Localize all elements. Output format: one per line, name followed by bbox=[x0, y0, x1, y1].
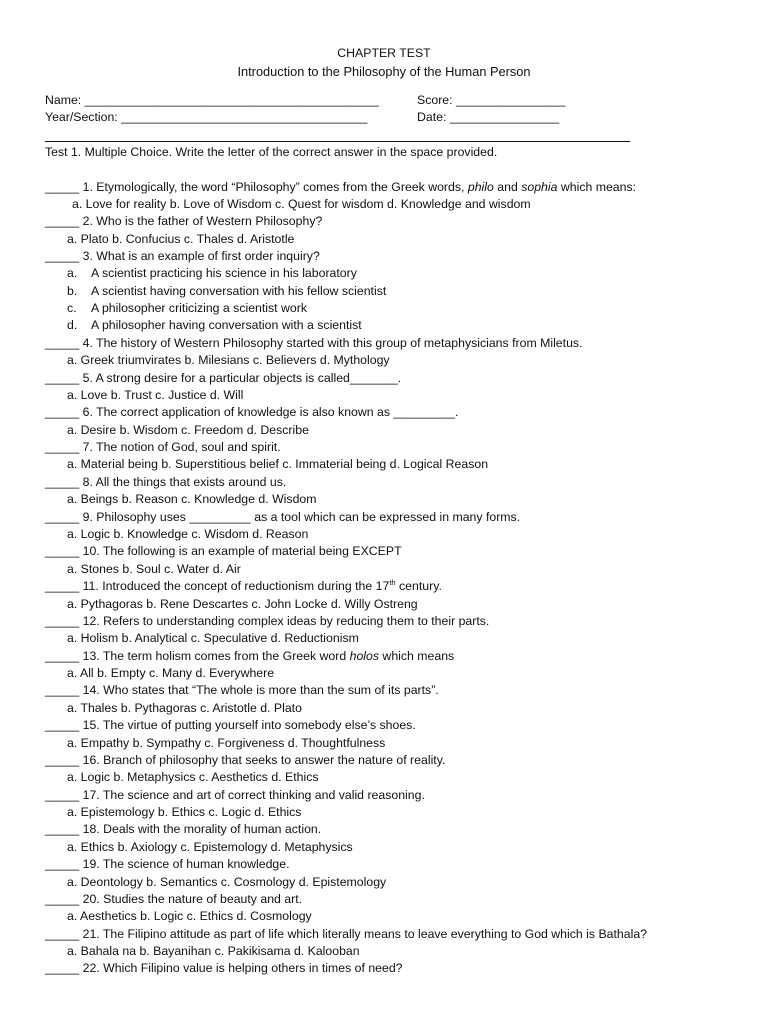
question-text: 5. A strong desire for a particular objects is called_______. bbox=[82, 371, 402, 385]
answer-blank[interactable]: _____ bbox=[45, 440, 80, 454]
options-4: a. Greek triumvirates b. Milesians c. Believers d. Mythology bbox=[67, 353, 390, 367]
options-17: a. Epistemology b. Ethics c. Logic d. Ethics bbox=[67, 805, 302, 819]
answer-blank[interactable]: _____ bbox=[45, 249, 80, 263]
question-16 bbox=[45, 752, 445, 769]
question-text: 3. What is an example of first order inquiry? bbox=[82, 249, 320, 263]
answer-blank[interactable]: _____ bbox=[45, 788, 80, 802]
greek-word: philo bbox=[467, 180, 494, 194]
question-text: 1. Etymologically, the word “Philosophy” comes from the Greek words, bbox=[82, 180, 468, 194]
question-1 bbox=[45, 179, 636, 196]
question-3 bbox=[45, 248, 320, 265]
question-15 bbox=[45, 717, 416, 734]
question-10 bbox=[45, 543, 402, 560]
question-text: 2. Who is the father of Western Philosophy? bbox=[82, 214, 323, 228]
option-letter: b. bbox=[67, 284, 78, 298]
options-12: a. Holism b. Analytical c. Speculative d. Reductionism bbox=[67, 631, 359, 645]
options-16: a. Logic b. Metaphysics c. Aesthetics d. Ethics bbox=[67, 770, 319, 784]
answer-blank[interactable]: _____ bbox=[45, 892, 80, 906]
question-13 bbox=[45, 648, 454, 665]
question-text: 13. The term holism comes from the Greek word bbox=[82, 649, 350, 663]
question-text: 16. Branch of philosophy that seeks to answer the nature of reality. bbox=[82, 753, 446, 767]
question-text: 4. The history of Western Philosophy started with this group of metaphysicians from Miletus. bbox=[82, 336, 583, 350]
question-4 bbox=[45, 335, 582, 352]
options-1: a. Love for reality b. Love of Wisdom c. Quest for wisdom d. Knowledge and wisdom bbox=[72, 197, 531, 211]
option-letter: c. bbox=[67, 301, 77, 315]
answer-blank[interactable]: _____ bbox=[45, 214, 80, 228]
options-21: a. Bahala na b. Bayanihan c. Pakikisama d. Kalooban bbox=[67, 944, 360, 958]
question-text: 14. Who states that “The whole is more than the sum of its parts”. bbox=[82, 683, 439, 697]
question-22 bbox=[45, 960, 403, 977]
name-field[interactable]: Name: ___________________________________________ bbox=[45, 93, 379, 107]
answer-blank[interactable]: _____ bbox=[45, 475, 80, 489]
options-6: a. Desire b. Wisdom c. Freedom d. Describe bbox=[67, 423, 309, 437]
question-8 bbox=[45, 474, 286, 491]
answer-blank[interactable]: _____ bbox=[45, 371, 80, 385]
question-text: 8. All the things that exists around us. bbox=[82, 475, 287, 489]
question-text: 15. The virtue of putting yourself into somebody else’s shoes. bbox=[82, 718, 416, 732]
option-letter: d. bbox=[67, 318, 78, 332]
answer-blank[interactable]: _____ bbox=[45, 857, 80, 871]
ordinal-suffix: th bbox=[389, 577, 396, 587]
options-8: a. Beings b. Reason c. Knowledge d. Wisdom bbox=[67, 492, 317, 506]
question-text: 18. Deals with the morality of human action. bbox=[82, 822, 322, 836]
option-3d bbox=[67, 317, 362, 334]
options-13: a. All b. Empty c. Many d. Everywhere bbox=[67, 666, 275, 680]
options-11: a. Pythagoras b. Rene Descartes c. John Locke d. Willy Ostreng bbox=[67, 597, 418, 611]
answer-blank[interactable]: _____ bbox=[45, 510, 80, 524]
options-14: a. Thales b. Pythagoras c. Aristotle d. Plato bbox=[67, 701, 302, 715]
options-15: a. Empathy b. Sympathy c. Forgiveness d. Thoughtfulness bbox=[67, 736, 386, 750]
question-18 bbox=[45, 821, 321, 838]
question-14 bbox=[45, 682, 439, 699]
separator-line bbox=[45, 141, 630, 142]
options-20: a. Aesthetics b. Logic c. Ethics d. Cosmology bbox=[67, 909, 312, 923]
answer-blank[interactable]: _____ bbox=[45, 614, 80, 628]
options-9: a. Logic b. Knowledge c. Wisdom d. Reason bbox=[67, 527, 309, 541]
answer-blank[interactable]: _____ bbox=[45, 405, 80, 419]
question-text: 9. Philosophy uses _________ as a tool which can be expressed in many forms. bbox=[82, 510, 521, 524]
question-20 bbox=[45, 891, 302, 908]
score-field[interactable]: Score: ________________ bbox=[417, 93, 566, 107]
answer-blank[interactable]: _____ bbox=[45, 180, 80, 194]
option-3a bbox=[67, 265, 357, 282]
option-text: A scientist practicing his science in his laboratory bbox=[91, 266, 357, 280]
question-text: 22. Which Filipino value is helping others in times of need? bbox=[82, 961, 403, 975]
answer-blank[interactable]: _____ bbox=[45, 718, 80, 732]
question-7 bbox=[45, 439, 281, 456]
question-text: which means: bbox=[557, 180, 637, 194]
answer-blank[interactable]: _____ bbox=[45, 544, 80, 558]
question-11 bbox=[45, 578, 442, 595]
question-text: 7. The notion of God, soul and spirit. bbox=[82, 440, 281, 454]
question-5 bbox=[45, 370, 401, 387]
question-21 bbox=[45, 926, 647, 943]
answer-blank[interactable]: _____ bbox=[45, 579, 80, 593]
answer-blank[interactable]: _____ bbox=[45, 927, 80, 941]
question-text: 20. Studies the nature of beauty and art. bbox=[82, 892, 303, 906]
answer-blank[interactable]: _____ bbox=[45, 336, 80, 350]
options-5: a. Love b. Trust c. Justice d. Will bbox=[67, 388, 244, 402]
option-text: A scientist having conversation with his fellow scientist bbox=[91, 284, 387, 298]
chapter-title: CHAPTER TEST bbox=[337, 46, 431, 60]
course-subtitle: Introduction to the Philosophy of the Human Person bbox=[237, 64, 531, 79]
greek-word: holos bbox=[349, 649, 380, 663]
question-19 bbox=[45, 856, 290, 873]
answer-blank[interactable]: _____ bbox=[45, 961, 80, 975]
options-7: a. Material being b. Superstitious belief c. Immaterial being d. Logical Reason bbox=[67, 457, 489, 471]
option-3c bbox=[67, 300, 307, 317]
question-9 bbox=[45, 509, 520, 526]
option-3b bbox=[67, 283, 386, 300]
question-text: 17. The science and art of correct thinking and valid reasoning. bbox=[82, 788, 425, 802]
options-2: a. Plato b. Confucius c. Thales d. Aristotle bbox=[67, 232, 295, 246]
question-text: century. bbox=[395, 579, 442, 593]
question-2 bbox=[45, 213, 322, 230]
question-6 bbox=[45, 404, 458, 421]
options-18: a. Ethics b. Axiology c. Epistemology d. Metaphysics bbox=[67, 840, 353, 854]
question-text: 11. Introduced the concept of reductionism during the 17 bbox=[82, 579, 390, 593]
answer-blank[interactable]: _____ bbox=[45, 683, 80, 697]
question-17 bbox=[45, 787, 425, 804]
question-text: 10. The following is an example of material being EXCEPT bbox=[82, 544, 402, 558]
option-text: A philosopher having conversation with a scientist bbox=[91, 318, 362, 332]
test-instructions: Test 1. Multiple Choice. Write the letter of the correct answer in the space provided. bbox=[45, 145, 498, 159]
question-text: 19. The science of human knowledge. bbox=[82, 857, 290, 871]
question-12 bbox=[45, 613, 489, 630]
option-letter: a. bbox=[67, 266, 78, 280]
year-section-field[interactable]: Year/Section: ____________________________________ bbox=[45, 110, 368, 124]
options-10: a. Stones b. Soul c. Water d. Air bbox=[67, 562, 241, 576]
date-field[interactable]: Date: ________________ bbox=[417, 110, 560, 124]
greek-word: sophia bbox=[521, 180, 558, 194]
options-19: a. Deontology b. Semantics c. Cosmology d. Epistemology bbox=[67, 875, 387, 889]
question-text: 21. The Filipino attitude as part of life which literally means to leave everything to God which is Bathala? bbox=[82, 927, 647, 941]
question-text: 6. The correct application of knowledge is also known as _________. bbox=[82, 405, 459, 419]
question-text: 12. Refers to understanding complex ideas by reducing them to their parts. bbox=[82, 614, 490, 628]
answer-blank[interactable]: _____ bbox=[45, 753, 80, 767]
answer-blank[interactable]: _____ bbox=[45, 822, 80, 836]
question-text: and bbox=[493, 180, 522, 194]
question-text: which means bbox=[379, 649, 455, 663]
answer-blank[interactable]: _____ bbox=[45, 649, 80, 663]
option-text: A philosopher criticizing a scientist work bbox=[91, 301, 307, 315]
